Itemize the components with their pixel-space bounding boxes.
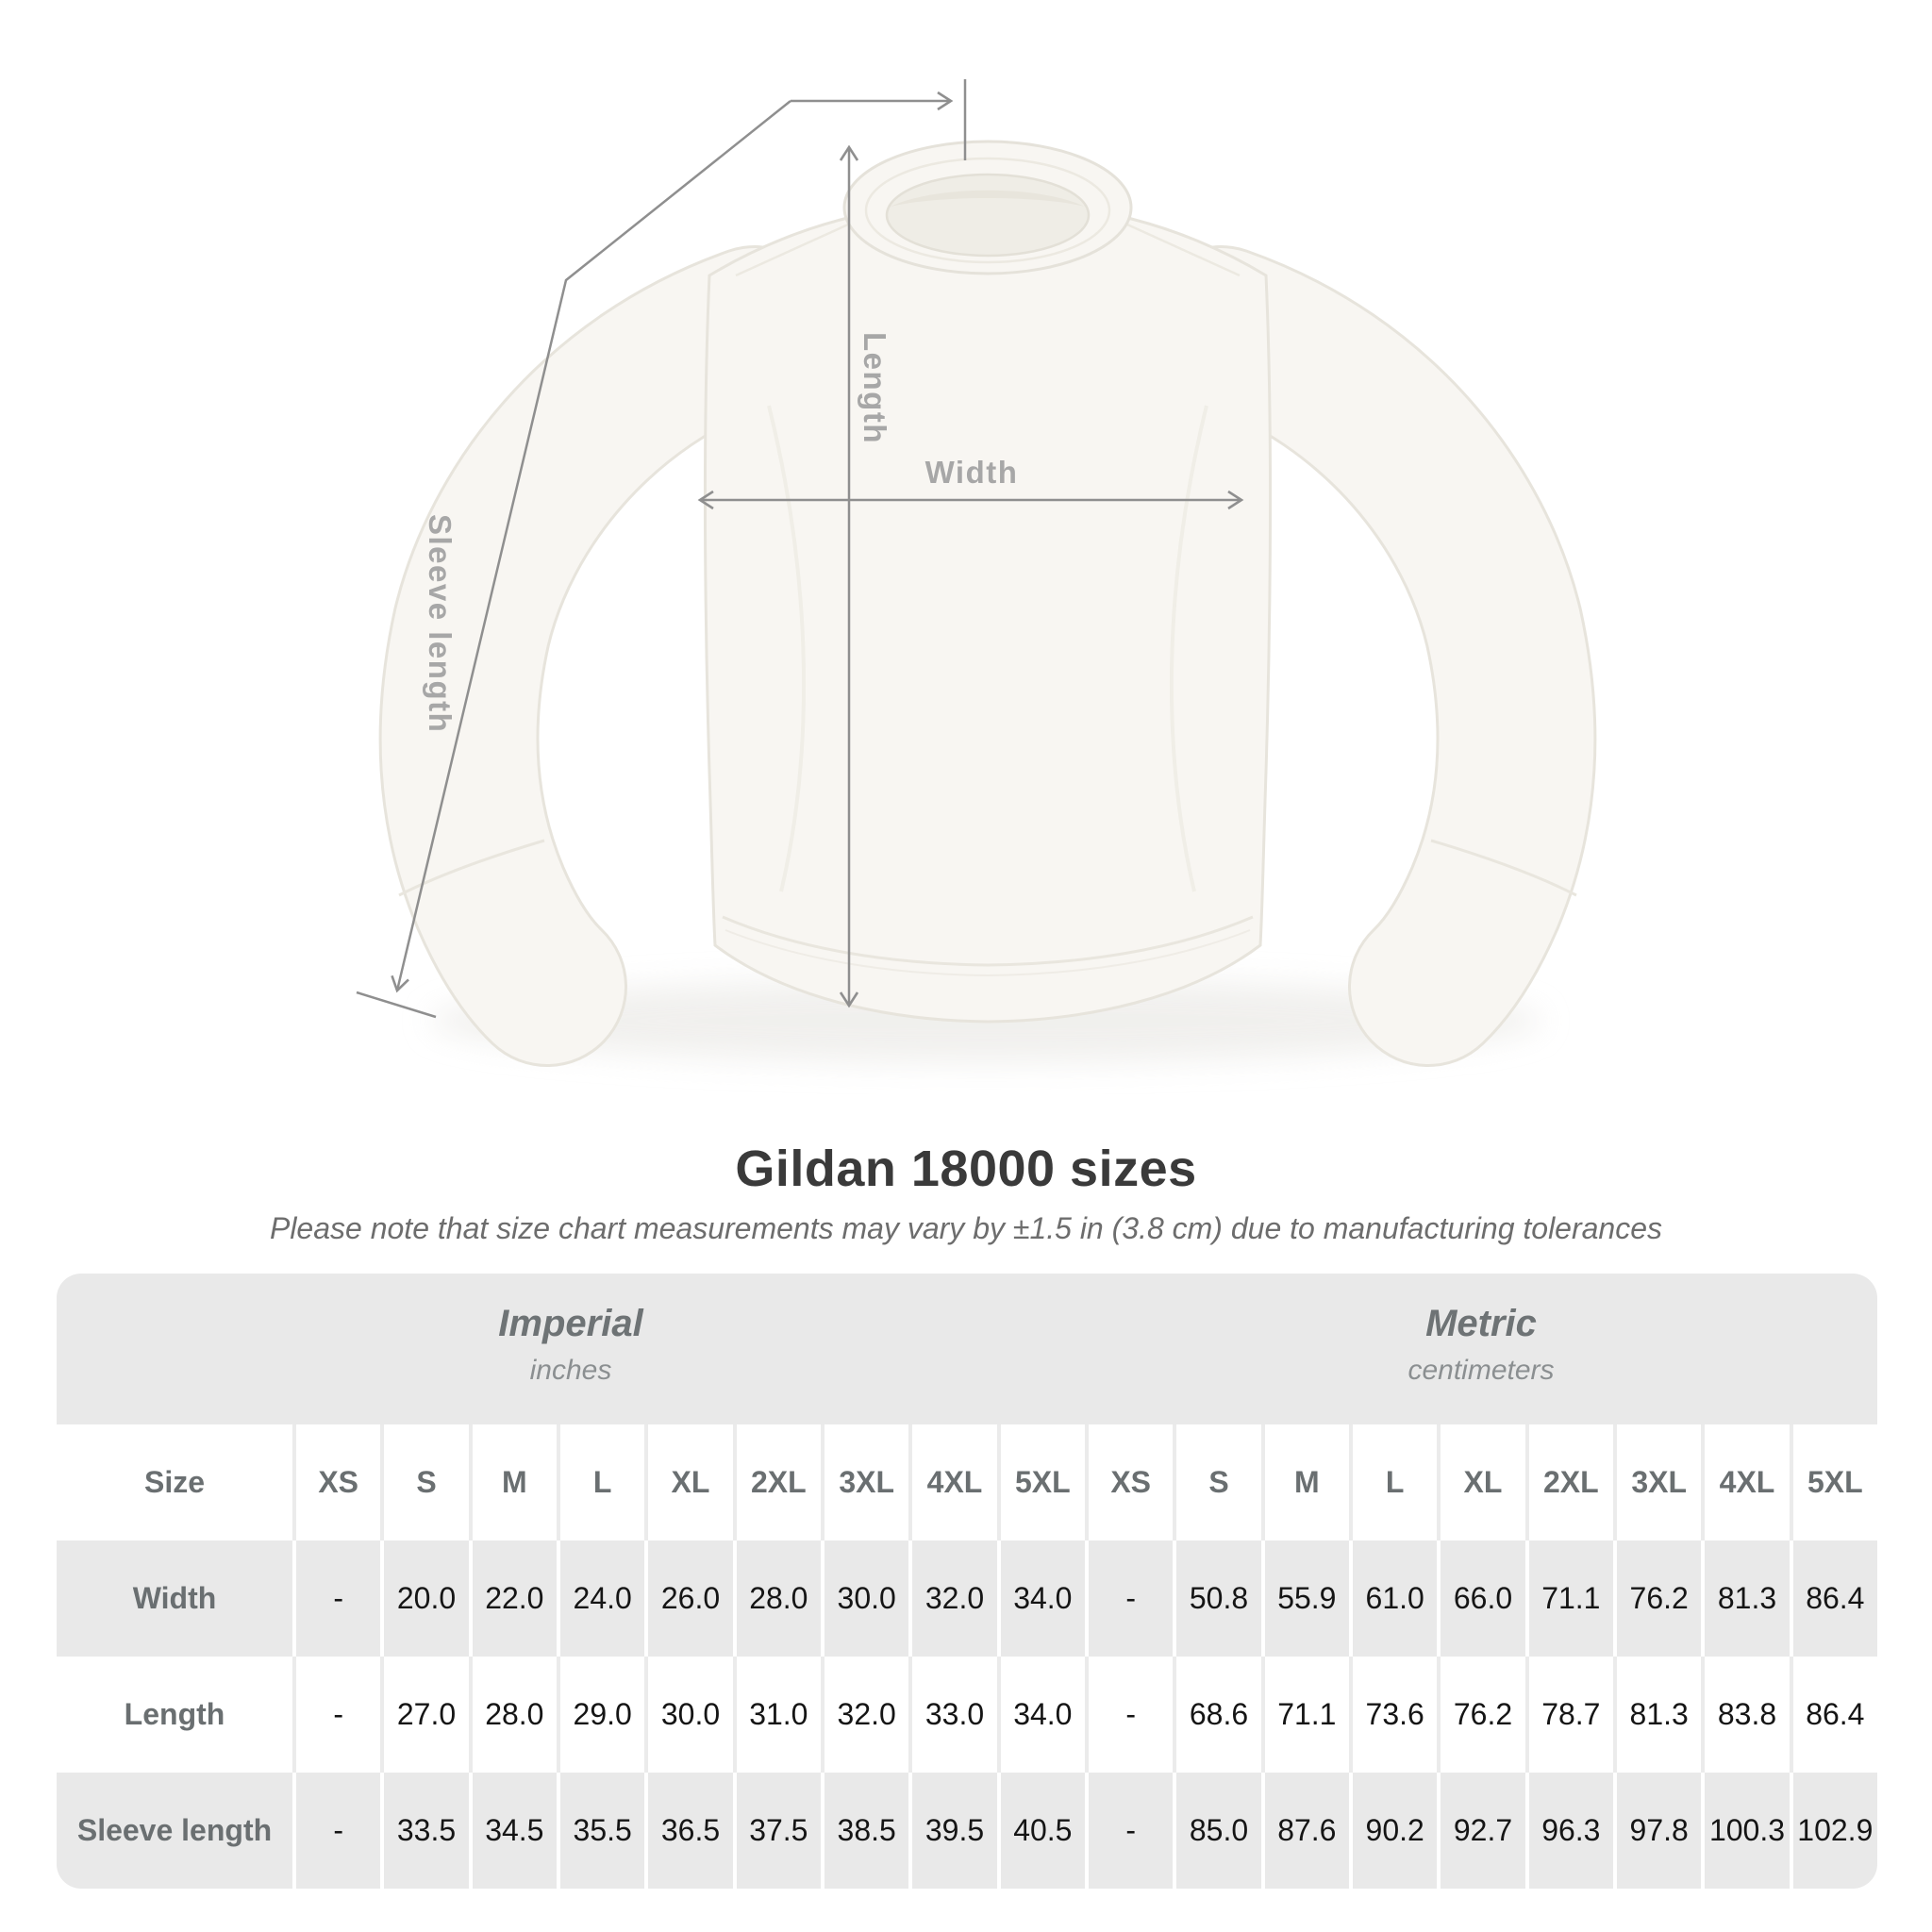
size-cell: 4XL xyxy=(1701,1424,1789,1541)
table-cell: 28.0 xyxy=(469,1657,557,1773)
table-cell: 32.0 xyxy=(821,1657,908,1773)
unit-band xyxy=(57,1274,1877,1424)
size-cell: L xyxy=(557,1424,644,1541)
table-cell: 28.0 xyxy=(733,1541,821,1657)
size-cell: 5XL xyxy=(997,1424,1085,1541)
table-cell: 102.9 xyxy=(1790,1773,1877,1889)
sleeve-length-label: Sleeve length xyxy=(423,514,458,734)
table-cell: 31.0 xyxy=(733,1657,821,1773)
table-cell: 36.5 xyxy=(644,1773,732,1889)
size-cell: 2XL xyxy=(733,1424,821,1541)
table-cell: 33.5 xyxy=(380,1773,468,1889)
unit-group-name: Metric xyxy=(1425,1302,1537,1344)
size-cell: XS xyxy=(1085,1424,1173,1541)
row-label: Length xyxy=(124,1697,225,1731)
unit-group-unit: inches xyxy=(529,1354,612,1386)
table-cell: 81.3 xyxy=(1613,1657,1701,1773)
table-cell: 50.8 xyxy=(1173,1541,1260,1657)
table-cell: 34.5 xyxy=(469,1773,557,1889)
table-cell: 73.6 xyxy=(1349,1657,1437,1773)
page-title: Gildan 18000 sizes xyxy=(735,1141,1197,1197)
unit-group-unit: centimeters xyxy=(1407,1354,1555,1386)
size-header-row xyxy=(57,1424,1877,1541)
size-cell: XS xyxy=(292,1424,380,1541)
table-cell: 85.0 xyxy=(1173,1773,1260,1889)
table-cell: 71.1 xyxy=(1261,1657,1349,1773)
table-cell: 71.1 xyxy=(1525,1541,1613,1657)
table-cell: 81.3 xyxy=(1701,1541,1789,1657)
size-chart-table xyxy=(57,1274,1877,1889)
table-cell: 37.5 xyxy=(733,1773,821,1889)
size-cell: 5XL xyxy=(1790,1424,1877,1541)
table-cell: 87.6 xyxy=(1261,1773,1349,1889)
table-cell: 55.9 xyxy=(1261,1541,1349,1657)
table-cell: 30.0 xyxy=(644,1657,732,1773)
table-cell: 76.2 xyxy=(1437,1657,1524,1773)
size-cell: S xyxy=(1173,1424,1260,1541)
table-cell: 68.6 xyxy=(1173,1657,1260,1773)
table-cell: 61.0 xyxy=(1349,1541,1437,1657)
table-cell: 27.0 xyxy=(380,1657,468,1773)
tolerance-note: Please note that size chart measurements may vary by ±1.5 in (3.8 cm) due to manufacturing tolerances xyxy=(269,1211,1663,1245)
size-cell: 3XL xyxy=(821,1424,908,1541)
sleeve-length-row xyxy=(57,1773,1877,1889)
table-cell: - xyxy=(1085,1541,1173,1657)
size-cell: XL xyxy=(644,1424,732,1541)
table-cell: - xyxy=(1085,1657,1173,1773)
table-cell: 97.8 xyxy=(1613,1773,1701,1889)
sleeve-end-tick xyxy=(357,992,436,1017)
unit-group-imperial xyxy=(57,1274,1085,1424)
shirt-body xyxy=(705,201,1270,1022)
table-cell: 30.0 xyxy=(821,1541,908,1657)
size-cell: M xyxy=(469,1424,557,1541)
table-cell: 78.7 xyxy=(1525,1657,1613,1773)
table-cell: - xyxy=(292,1657,380,1773)
table-cell: 83.8 xyxy=(1701,1657,1789,1773)
table-cell: 20.0 xyxy=(380,1541,468,1657)
width-label: Width xyxy=(924,455,1019,490)
size-cell: M xyxy=(1261,1424,1349,1541)
table-cell: 40.5 xyxy=(997,1773,1085,1889)
size-cell: S xyxy=(380,1424,468,1541)
unit-group-name: Imperial xyxy=(498,1302,643,1344)
shirt-collar xyxy=(844,142,1131,274)
length-label: Length xyxy=(858,332,892,444)
table-cell: 66.0 xyxy=(1437,1541,1524,1657)
table-cell: 24.0 xyxy=(557,1541,644,1657)
table-cell: 100.3 xyxy=(1701,1773,1789,1889)
length-row xyxy=(57,1657,1877,1773)
table-cell: 22.0 xyxy=(469,1541,557,1657)
row-label: Width xyxy=(132,1581,217,1615)
table-cell: 34.0 xyxy=(997,1541,1085,1657)
table-cell: 86.4 xyxy=(1790,1657,1877,1773)
size-cell: 4XL xyxy=(908,1424,996,1541)
table-cell: 76.2 xyxy=(1613,1541,1701,1657)
table-cell: - xyxy=(292,1541,380,1657)
row-label: Sleeve length xyxy=(76,1813,273,1847)
table-cell: 33.0 xyxy=(908,1657,996,1773)
table-cell: 92.7 xyxy=(1437,1773,1524,1889)
table-cell: 39.5 xyxy=(908,1773,996,1889)
table-cell: 90.2 xyxy=(1349,1773,1437,1889)
size-cell: 3XL xyxy=(1613,1424,1701,1541)
table-cell: 35.5 xyxy=(557,1773,644,1889)
table-cell: - xyxy=(292,1773,380,1889)
table-cell: 32.0 xyxy=(908,1541,996,1657)
table-cell: 96.3 xyxy=(1525,1773,1613,1889)
size-header-cell: Size xyxy=(143,1465,206,1499)
table-cell: 34.0 xyxy=(997,1657,1085,1773)
table-cell: - xyxy=(1085,1773,1173,1889)
table-cell: 38.5 xyxy=(821,1773,908,1889)
table-cell: 86.4 xyxy=(1790,1541,1877,1657)
table-cell: 29.0 xyxy=(557,1657,644,1773)
width-row xyxy=(57,1541,1877,1657)
size-cell: L xyxy=(1349,1424,1437,1541)
unit-group-metric xyxy=(1085,1274,1877,1424)
size-cell: XL xyxy=(1437,1424,1524,1541)
size-cell: 2XL xyxy=(1525,1424,1613,1541)
table-cell: 26.0 xyxy=(644,1541,732,1657)
